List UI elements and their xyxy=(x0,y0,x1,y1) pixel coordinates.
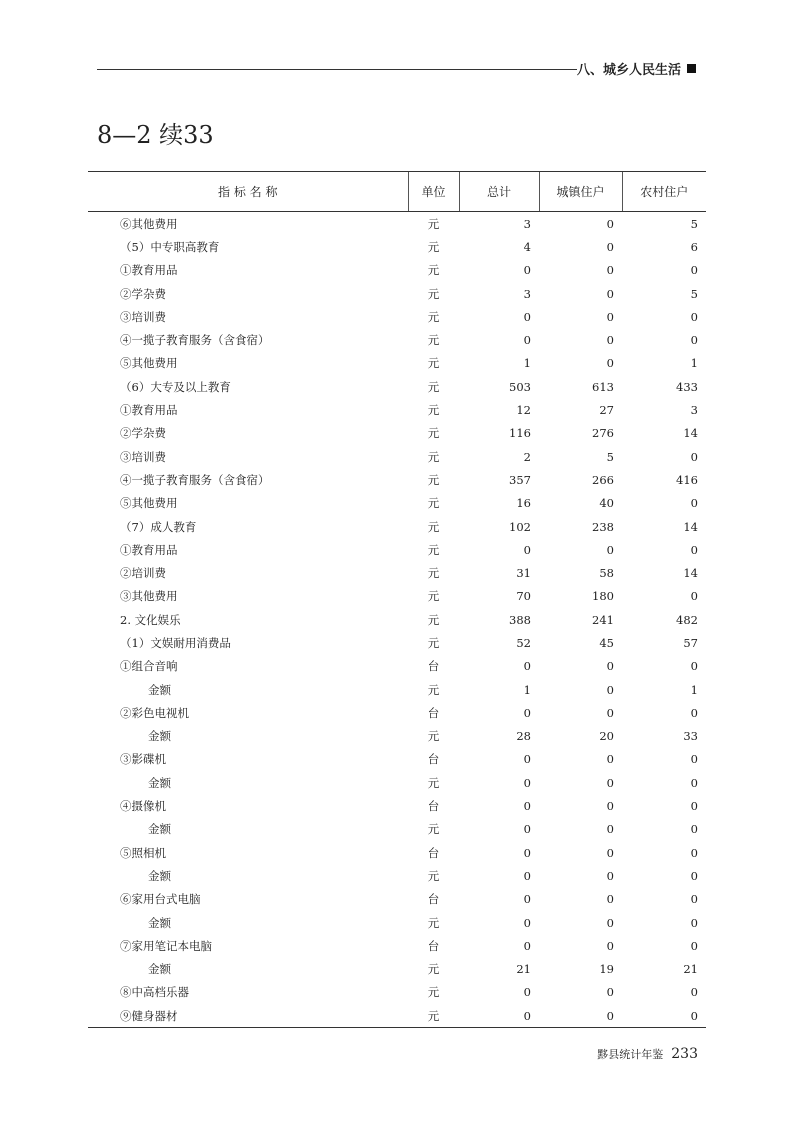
row-urban: 238 xyxy=(592,519,614,534)
row-rural: 0 xyxy=(622,1004,706,1028)
row-rural: 1 xyxy=(690,682,698,697)
column-header-urban: 城镇住户 xyxy=(539,172,622,212)
row-urban: 0 xyxy=(606,659,614,674)
row-name: ③培训费 xyxy=(120,449,166,464)
row-name: （5）中专职高教育 xyxy=(120,239,220,254)
row-unit: 元 xyxy=(427,729,440,744)
table-row xyxy=(88,282,706,305)
row-total: 0 xyxy=(523,705,531,720)
row-urban: 0 xyxy=(606,542,614,557)
book-title: 黟县统计年鉴 xyxy=(597,1048,664,1061)
row-rural: 57 xyxy=(683,635,698,650)
row-total: 3 xyxy=(523,216,531,231)
row-rural: 0 xyxy=(690,868,698,883)
row-total: 4 xyxy=(523,239,531,254)
row-rural: 14 xyxy=(683,519,698,534)
row-name: ⑦家用笔记本电脑 xyxy=(120,938,212,953)
row-urban: 0 xyxy=(606,938,614,953)
row-name: ④一揽子教育服务（含食宿） xyxy=(120,333,270,348)
row-rural: 0 xyxy=(690,822,698,837)
table-row xyxy=(88,794,706,817)
page-footer xyxy=(597,1046,698,1062)
row-total: 0 xyxy=(523,868,531,883)
table-row xyxy=(88,631,706,654)
table-row xyxy=(88,864,706,887)
row-name: ③培训费 xyxy=(120,309,166,324)
row-urban: 0 xyxy=(606,915,614,930)
row-rural: 6 xyxy=(690,239,698,254)
table-row xyxy=(88,492,706,515)
row-name: ①教育用品 xyxy=(120,263,178,278)
row-total: 0 xyxy=(523,892,531,907)
row-urban: 0 xyxy=(606,868,614,883)
row-urban: 0 xyxy=(606,682,614,697)
row-urban: 180 xyxy=(592,589,614,604)
table-row xyxy=(88,911,706,934)
row-urban: 0 xyxy=(606,216,614,231)
row-urban: 0 xyxy=(606,775,614,790)
row-name: ②学杂费 xyxy=(120,426,166,441)
row-name: ③其他费用 xyxy=(120,589,178,604)
row-total: 102 xyxy=(509,519,531,534)
table-row xyxy=(88,958,706,981)
row-name: 金额 xyxy=(148,915,171,930)
row-unit: 元 xyxy=(427,403,440,418)
row-unit: 元 xyxy=(427,868,440,883)
row-unit: 台 xyxy=(427,799,440,814)
row-unit: 元 xyxy=(427,822,440,837)
row-urban: 19 xyxy=(599,962,614,977)
running-header xyxy=(577,59,696,78)
row-total: 0 xyxy=(523,333,531,348)
row-rural: 5 xyxy=(690,216,698,231)
row-urban: 5 xyxy=(606,449,614,464)
row-rural: 1 xyxy=(690,356,698,371)
row-total: 0 xyxy=(523,822,531,837)
row-total: 0 xyxy=(523,659,531,674)
row-total: 0 xyxy=(523,775,531,790)
table-row xyxy=(88,888,706,911)
row-unit: 台 xyxy=(427,659,440,674)
row-name: ③影碟机 xyxy=(120,752,166,767)
row-total: 52 xyxy=(516,635,531,650)
row-name: ⑨健身器材 xyxy=(88,1004,408,1028)
table-row xyxy=(88,235,706,258)
row-urban: 0 xyxy=(606,239,614,254)
row-total: 70 xyxy=(516,589,531,604)
row-name: ⑤照相机 xyxy=(120,845,166,860)
row-urban: 241 xyxy=(592,612,614,627)
row-name: （6）大专及以上教育 xyxy=(120,379,231,394)
table-row xyxy=(88,515,706,538)
square-marker-icon xyxy=(687,64,696,73)
table-row xyxy=(88,375,706,398)
table-title: 8—2 续33 xyxy=(97,121,214,149)
table-row xyxy=(88,818,706,841)
row-rural: 0 xyxy=(690,705,698,720)
row-unit: 台 xyxy=(427,752,440,767)
row-total: 28 xyxy=(516,729,531,744)
row-urban: 0 xyxy=(606,286,614,301)
row-rural: 433 xyxy=(676,379,698,394)
row-unit: 元 xyxy=(427,612,440,627)
row-total: 21 xyxy=(516,962,531,977)
row-unit: 元 xyxy=(427,542,440,557)
table-row xyxy=(88,212,706,236)
row-total: 388 xyxy=(509,612,531,627)
row-name: ①组合音响 xyxy=(120,659,178,674)
row-rural: 0 xyxy=(690,589,698,604)
row-total: 116 xyxy=(509,426,531,441)
row-rural: 21 xyxy=(683,962,698,977)
row-rural: 0 xyxy=(690,799,698,814)
row-total: 3 xyxy=(523,286,531,301)
row-urban: 0 xyxy=(606,845,614,860)
row-name: ⑤其他费用 xyxy=(120,356,178,371)
row-rural: 0 xyxy=(690,449,698,464)
row-total: 0 xyxy=(523,985,531,1000)
header-rule xyxy=(97,69,577,70)
table-row xyxy=(88,398,706,421)
row-unit: 元 xyxy=(427,286,440,301)
row-name: 金额 xyxy=(148,822,171,837)
row-unit: 元 xyxy=(427,449,440,464)
row-rural: 0 xyxy=(690,985,698,1000)
row-total: 357 xyxy=(509,472,531,487)
row-name: ②彩色电视机 xyxy=(120,705,189,720)
table-row xyxy=(88,725,706,748)
section-title: 八、城乡人民生活 xyxy=(576,63,681,78)
row-rural: 14 xyxy=(683,426,698,441)
table-row xyxy=(88,981,706,1004)
table-row xyxy=(88,678,706,701)
row-rural: 0 xyxy=(690,659,698,674)
table-row xyxy=(88,934,706,957)
row-unit: 元 xyxy=(427,519,440,534)
row-unit: 元 xyxy=(427,379,440,394)
row-urban: 266 xyxy=(592,472,614,487)
row-unit: 元 xyxy=(427,426,440,441)
row-total: 503 xyxy=(509,379,531,394)
row-unit: 台 xyxy=(427,892,440,907)
page-number: 233 xyxy=(671,1046,698,1062)
row-rural: 0 xyxy=(690,542,698,557)
row-rural: 0 xyxy=(690,892,698,907)
row-total: 1 xyxy=(523,682,531,697)
row-urban: 276 xyxy=(592,426,614,441)
row-name: 金额 xyxy=(148,729,171,744)
row-unit: 元 xyxy=(408,1004,459,1028)
row-urban: 0 xyxy=(606,799,614,814)
row-rural: 0 xyxy=(690,752,698,767)
row-unit: 元 xyxy=(427,333,440,348)
table-row xyxy=(88,608,706,631)
row-name: ②培训费 xyxy=(120,566,166,581)
row-unit: 元 xyxy=(427,216,440,231)
row-rural: 482 xyxy=(676,612,698,627)
row-unit: 元 xyxy=(427,263,440,278)
row-unit: 元 xyxy=(427,472,440,487)
table-row xyxy=(88,352,706,375)
row-unit: 元 xyxy=(427,985,440,1000)
table-body xyxy=(88,212,706,1028)
row-name: 金额 xyxy=(148,775,171,790)
row-name: ①教育用品 xyxy=(120,542,178,557)
row-total: 0 xyxy=(523,263,531,278)
row-total: 0 xyxy=(523,799,531,814)
row-name: 金额 xyxy=(148,682,171,697)
row-urban: 58 xyxy=(599,566,614,581)
row-name: 2. 文化娱乐 xyxy=(120,612,181,627)
data-table xyxy=(88,171,706,1028)
row-urban: 0 xyxy=(606,985,614,1000)
row-unit: 元 xyxy=(427,239,440,254)
row-urban: 0 xyxy=(606,752,614,767)
row-rural: 0 xyxy=(690,845,698,860)
row-urban: 0 xyxy=(606,309,614,324)
row-rural: 0 xyxy=(690,938,698,953)
column-header-unit: 单位 xyxy=(408,172,459,212)
row-name: ⑥家用台式电脑 xyxy=(120,892,201,907)
row-name: （7）成人教育 xyxy=(120,519,197,534)
table-row xyxy=(88,748,706,771)
row-urban: 0 xyxy=(606,356,614,371)
row-unit: 元 xyxy=(427,309,440,324)
table-row xyxy=(88,585,706,608)
row-name: ⑤其他费用 xyxy=(120,496,178,511)
table-row xyxy=(88,841,706,864)
row-unit: 元 xyxy=(427,915,440,930)
table-row xyxy=(88,259,706,282)
row-unit: 元 xyxy=(427,635,440,650)
row-total: 0 xyxy=(523,915,531,930)
row-unit: 元 xyxy=(427,962,440,977)
row-unit: 台 xyxy=(427,845,440,860)
row-unit: 元 xyxy=(427,356,440,371)
table-row xyxy=(88,305,706,328)
row-total: 12 xyxy=(516,403,531,418)
row-rural: 0 xyxy=(690,309,698,324)
row-name: 金额 xyxy=(148,868,171,883)
row-name: ④一揽子教育服务（含食宿） xyxy=(120,472,270,487)
row-total: 0 xyxy=(523,845,531,860)
row-urban: 20 xyxy=(599,729,614,744)
row-rural: 33 xyxy=(683,729,698,744)
row-unit: 台 xyxy=(427,938,440,953)
table-row xyxy=(88,328,706,351)
row-rural: 0 xyxy=(690,333,698,348)
row-urban: 0 xyxy=(606,263,614,278)
column-header-rural: 农村住户 xyxy=(622,172,706,212)
row-unit: 元 xyxy=(427,589,440,604)
row-total: 2 xyxy=(523,449,531,464)
row-unit: 元 xyxy=(427,566,440,581)
row-name: 金额 xyxy=(148,962,171,977)
row-unit: 元 xyxy=(427,775,440,790)
row-name: ⑥其他费用 xyxy=(120,216,178,231)
row-rural: 14 xyxy=(683,566,698,581)
row-total: 0 xyxy=(523,309,531,324)
row-rural: 0 xyxy=(690,775,698,790)
row-rural: 5 xyxy=(690,286,698,301)
row-urban: 0 xyxy=(606,333,614,348)
row-total: 16 xyxy=(516,496,531,511)
row-rural: 3 xyxy=(690,403,698,418)
row-unit: 台 xyxy=(427,705,440,720)
row-unit: 元 xyxy=(427,682,440,697)
row-unit: 元 xyxy=(427,496,440,511)
row-rural: 416 xyxy=(676,472,698,487)
column-header-total: 总计 xyxy=(459,172,539,212)
table-row xyxy=(88,1004,706,1028)
table-row xyxy=(88,701,706,724)
table-header-row xyxy=(88,172,706,212)
row-total: 1 xyxy=(523,356,531,371)
table-row xyxy=(88,561,706,584)
row-name: （1）文娱耐用消费品 xyxy=(120,635,231,650)
row-rural: 0 xyxy=(690,263,698,278)
row-name: ①教育用品 xyxy=(120,403,178,418)
table-row xyxy=(88,445,706,468)
row-urban: 0 xyxy=(606,705,614,720)
row-rural: 0 xyxy=(690,915,698,930)
row-urban: 613 xyxy=(592,379,614,394)
row-urban: 45 xyxy=(599,635,614,650)
row-rural: 0 xyxy=(690,496,698,511)
row-urban: 0 xyxy=(606,892,614,907)
row-total: 31 xyxy=(516,566,531,581)
table-row xyxy=(88,538,706,561)
row-total: 0 xyxy=(523,938,531,953)
row-total: 0 xyxy=(523,542,531,557)
row-urban: 0 xyxy=(539,1004,622,1028)
table-row xyxy=(88,468,706,491)
row-total: 0 xyxy=(523,752,531,767)
table-row xyxy=(88,771,706,794)
row-total: 0 xyxy=(459,1004,539,1028)
row-urban: 40 xyxy=(599,496,614,511)
table-row xyxy=(88,422,706,445)
row-urban: 27 xyxy=(599,403,614,418)
row-name: ④摄像机 xyxy=(120,799,166,814)
row-name: ⑧中高档乐器 xyxy=(120,985,189,1000)
row-urban: 0 xyxy=(606,822,614,837)
row-name: ②学杂费 xyxy=(120,286,166,301)
column-header-name: 指 标 名 称 xyxy=(88,172,408,212)
table-row xyxy=(88,655,706,678)
